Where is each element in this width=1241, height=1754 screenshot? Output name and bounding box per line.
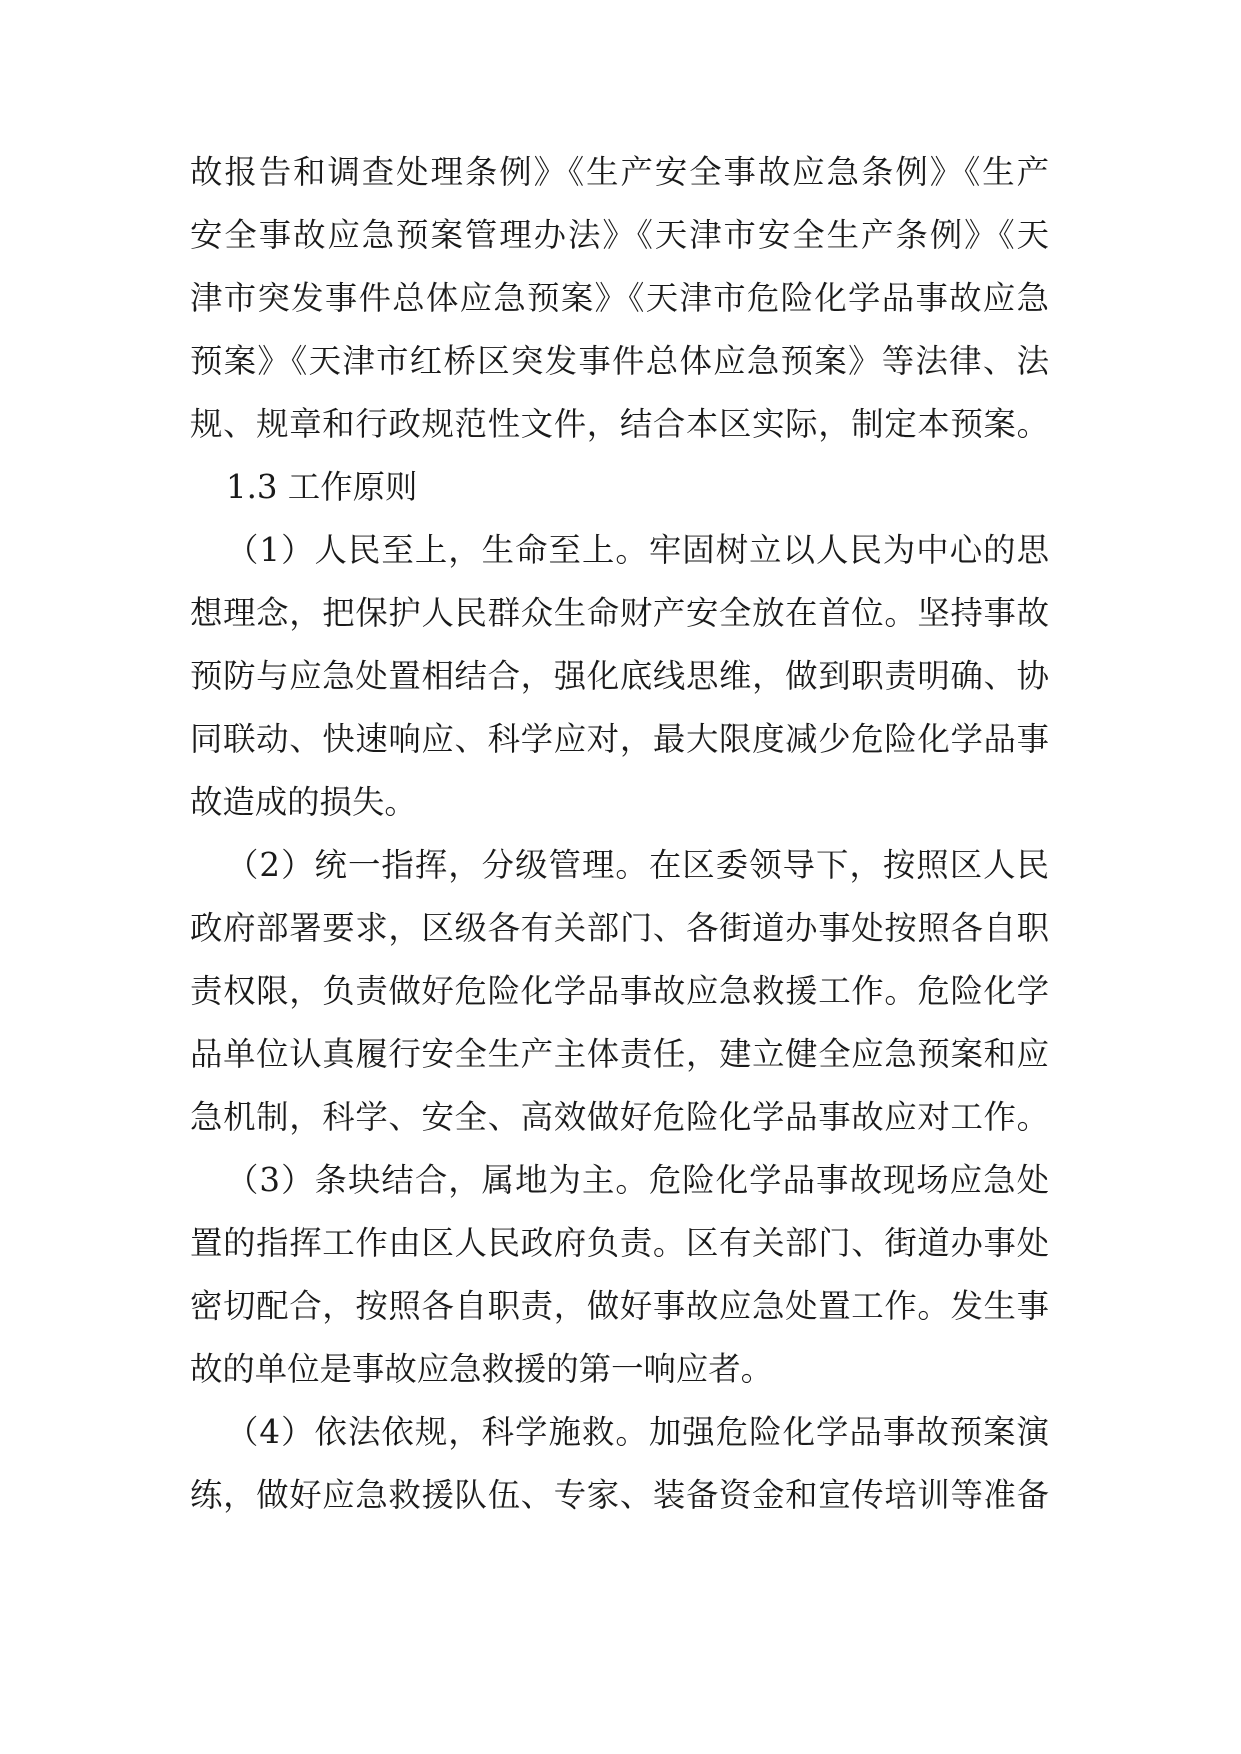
text-line: 想理念，把保护人民群众生命财产安全放在首位。坚持事故	[190, 594, 1049, 632]
text-line: 责权限，负责做好危险化学品事故应急救援工作。危险化学	[190, 972, 1049, 1010]
text-line: 密切配合，按照各自职责，做好事故应急处置工作。发生事	[190, 1287, 1049, 1325]
text-line: 规、规章和行政规范性文件，结合本区实际，制定本预案。	[190, 405, 1049, 443]
text-line: 同联动、快速响应、科学应对，最大限度减少危险化学品事	[190, 720, 1049, 758]
text-line: 预案》《天津市红桥区突发事件总体应急预案》等法律、法	[190, 342, 1049, 380]
text-line: 政府部署要求，区级各有关部门、各街道办事处按照各自职	[190, 909, 1049, 947]
paragraph-first-line: （2）统一指挥，分级管理。在区委领导下，按照区人民	[226, 846, 1049, 884]
text-line: 置的指挥工作由区人民政府负责。区有关部门、街道办事处	[190, 1224, 1049, 1262]
paragraph-first-line: （1）人民至上，生命至上。牢固树立以人民为中心的思	[226, 531, 1049, 569]
text-line: 故报告和调查处理条例》《生产安全事故应急条例》《生产	[190, 153, 1049, 191]
paragraph-first-line: （4）依法依规，科学施救。加强危险化学品事故预案演	[226, 1413, 1049, 1451]
text-line: 津市突发事件总体应急预案》《天津市危险化学品事故应急	[190, 279, 1049, 317]
text-line: 故的单位是事故应急救援的第一响应者。	[190, 1350, 774, 1388]
text-line: 急机制，科学、安全、高效做好危险化学品事故应对工作。	[190, 1098, 1049, 1136]
text-line: 故造成的损失。	[190, 783, 417, 821]
text-line: 预防与应急处置相结合，强化底线思维，做到职责明确、协	[190, 657, 1049, 695]
text-line: 品单位认真履行安全生产主体责任，建立健全应急预案和应	[190, 1035, 1049, 1073]
text-line: 安全事故应急预案管理办法》《天津市安全生产条例》《天	[190, 216, 1049, 254]
text-line: 练，做好应急救援队伍、专家、装备资金和宣传培训等准备	[190, 1476, 1049, 1514]
paragraph-first-line: （3）条块结合，属地为主。危险化学品事故现场应急处	[226, 1161, 1049, 1199]
section-heading: 1.3 工作原则	[226, 468, 418, 506]
